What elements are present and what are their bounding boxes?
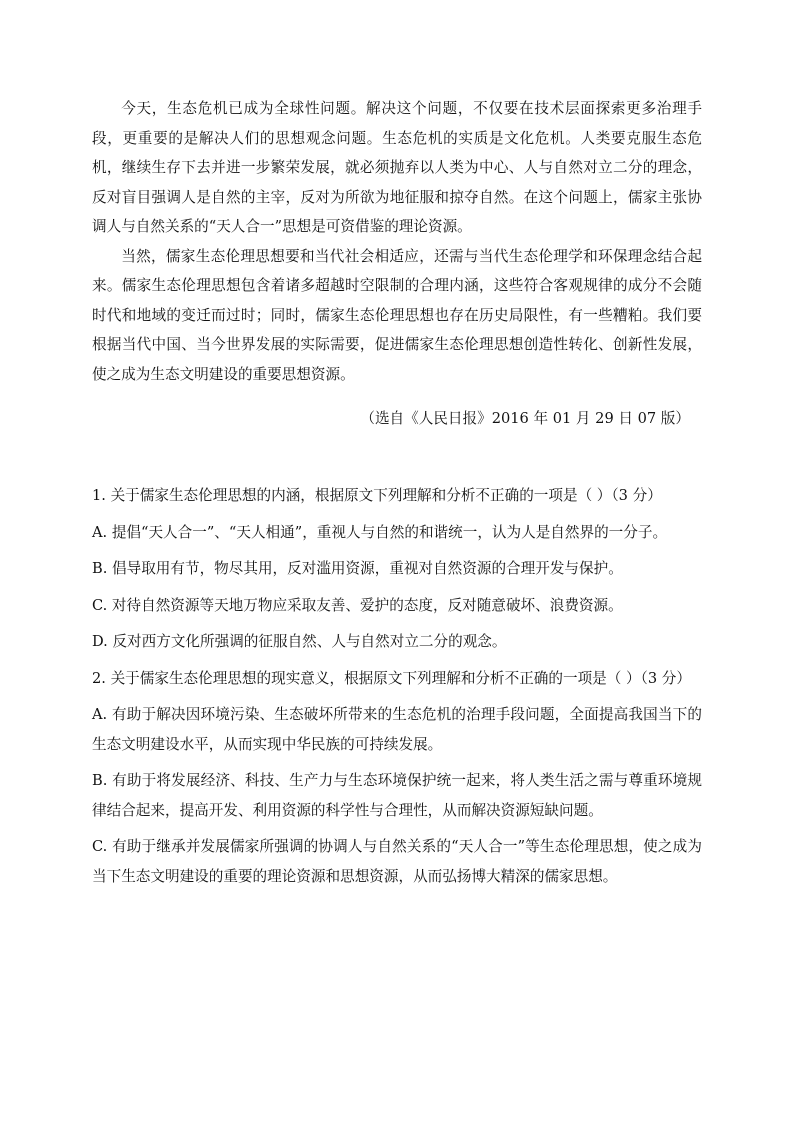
question-1-option-c: C. 对待自然资源等天地万物应采取友善、爱护的态度，反对随意破坏、浪费资源。 xyxy=(92,596,623,614)
passage-paragraph-2: 当然，儒家生态伦理思想要和当代社会相适应，还需与当代生态伦理学和环保理念结合起来。儒家生态伦理思想包含着诸多超越时空限制的合理内涵，这些符合客观规律的成分不会随时代和地域的变迁而过时；同时，儒家生态伦理思想也存在历史局限性，有一些糟粕。我们要根据当代中国、当今世界发展的实际需要，促进儒家生态伦理思想创造性转化、创新性发展，使之成为生态文明建设的重要思想资源。 xyxy=(92,247,702,383)
question-2-option-c: C. 有助于继承并发展儒家所强调的协调人与自然关系的“天人合一”等生态伦理思想，使之成为当下生态文明建设的重要的理论资源和思想资源，从而弘扬博大精深的儒家思想。 xyxy=(92,838,702,885)
passage-paragraph-1: 今天，生态危机已成为全球性问题。解决这个问题，不仅要在技术层面探索更多治理手段，更重要的是解决人们的思想观念问题。生态危机的实质是文化危机。人类要克服生态危机，继续生存下去并进一步繁荣发展，就必须抛弃以人类为中心、人与自然对立二分的理念，反对盲目强调人是自然的主宰，反对为所欲为地征服和掠夺自然。在这个问题上，儒家主张协调人与自然关系的“天人合一”思想是可资借鉴的理论资源。 xyxy=(92,100,702,235)
question-1-option-a: A. 提倡“天人合一”、“天人相通”，重视人与自然的和谐统一，认为人是自然界的一分子。 xyxy=(92,523,668,541)
question-2-option-a: A. 有助于解决因环境污染、生态破坏所带来的生态危机的治理手段问题，全面提高我国当下的生态文明建设水平，从而实现中华民族的可持续发展。 xyxy=(92,706,702,753)
question-2-stem: 2. 关于儒家生态伦理思想的现实意义，根据原文下列理解和分析不正确的一项是（ ）（3 分） xyxy=(92,669,691,687)
question-1-option-d: D. 反对西方文化所强调的征服自然、人与自然对立二分的观念。 xyxy=(92,633,507,650)
question-2-option-b: B. 有助于将发展经济、科技、生产力与生态环境保护统一起来，将人类生活之需与尊重环境规律结合起来，提高开发、利用资源的科学性与合理性，从而解决资源短缺问题。 xyxy=(92,772,702,819)
passage-source: （选自《人民日报》2016 年 01 月 29 日 07 版） xyxy=(360,410,690,427)
question-1-option-b: B. 倡导取用有节，物尽其用，反对滥用资源，重视对自然资源的合理开发与保护。 xyxy=(92,560,623,577)
reading-passage xyxy=(92,94,702,389)
question-list xyxy=(92,481,702,898)
question-1-stem: 1. 关于儒家生态伦理思想的内涵，根据原文下列理解和分析不正确的一项是（ ）（3 分） xyxy=(92,487,662,504)
